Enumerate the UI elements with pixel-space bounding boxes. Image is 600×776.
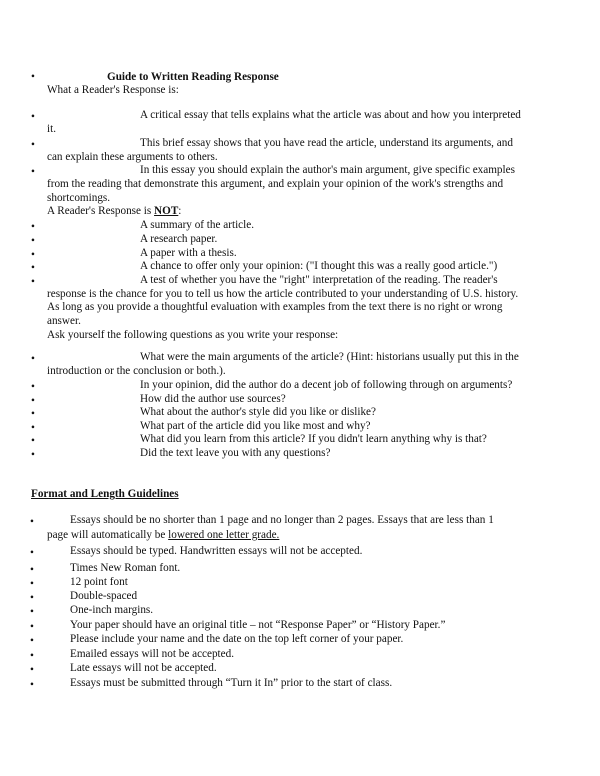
format-item: Times New Roman font. bbox=[70, 562, 181, 574]
bullet-icon: • bbox=[30, 664, 34, 676]
is-item-3-cont: shortcomings. bbox=[47, 192, 111, 204]
bullet-icon: • bbox=[31, 408, 35, 420]
format-item: Your paper should have an original title – not “Response Paper” or “History Paper.” bbox=[70, 619, 446, 631]
format-title: Format and Length Guidelines bbox=[31, 488, 179, 500]
bullet-icon: • bbox=[30, 547, 34, 559]
bullet-icon: • bbox=[31, 435, 35, 447]
not-prefix: A Reader's Response is bbox=[47, 205, 155, 217]
format-item: Please include your name and the date on the top left corner of your paper. bbox=[70, 633, 404, 645]
not-item-1: A summary of the article. bbox=[140, 219, 255, 231]
bullet-icon: • bbox=[30, 606, 34, 618]
bullet-icon: • bbox=[31, 381, 35, 393]
not-item-2: A research paper. bbox=[140, 233, 218, 245]
bullet-icon: • bbox=[30, 578, 34, 590]
not-word: NOT bbox=[154, 205, 179, 217]
question-2: In your opinion, did the author do a decent job of following through on arguments? bbox=[140, 379, 513, 391]
bullet-icon: • bbox=[31, 139, 35, 151]
not-item-5-cont: As long as you provide a thoughtful evaluation with examples from the text there is no right or wrong bbox=[47, 301, 503, 313]
format-item: Late essays will not be accepted. bbox=[70, 662, 217, 674]
intro-line: What a Reader's Response is: bbox=[47, 84, 179, 96]
bullet-icon: • bbox=[31, 235, 35, 247]
bullet-icon: • bbox=[30, 679, 34, 691]
bullet-icon: • bbox=[31, 221, 35, 233]
bullet-icon: • bbox=[31, 262, 35, 274]
bullet-icon: • bbox=[30, 650, 34, 662]
question-4: What about the author's style did you like or dislike? bbox=[140, 406, 376, 418]
grade-penalty: lowered one letter grade. bbox=[168, 529, 280, 541]
bullet-icon: • bbox=[30, 592, 34, 604]
question-1-cont: introduction or the conclusion or both.). bbox=[47, 365, 226, 377]
not-item-5-cont: answer. bbox=[47, 315, 81, 327]
is-item-3: In this essay you should explain the author's main argument, give specific examples bbox=[140, 164, 515, 176]
is-item-1: A critical essay that tells explains what the article was about and how you interpreted bbox=[140, 109, 521, 121]
format-item: Emailed essays will not be accepted. bbox=[70, 648, 235, 660]
is-item-3-cont: from the reading that demonstrate this argument, and explain your opinion of the work's strengths and bbox=[47, 178, 504, 190]
ask-line: Ask yourself the following questions as you write your response: bbox=[47, 329, 339, 341]
guide-title: Guide to Written Reading Response bbox=[107, 71, 279, 83]
question-7: Did the text leave you with any questions? bbox=[140, 447, 331, 459]
bullet-icon: • bbox=[31, 111, 35, 123]
not-item-5-cont: response is the chance for you to tell us how the article contributed to your understanding of U.S. history. bbox=[47, 288, 519, 300]
not-item-5: A test of whether you have the "right" interpretation of the reading. The reader's bbox=[140, 274, 498, 286]
question-1: What were the main arguments of the article? (Hint: historians usually put this in the bbox=[140, 351, 519, 363]
bullet-icon: • bbox=[31, 395, 35, 407]
is-item-2: This brief essay shows that you have read the article, understand its arguments, and bbox=[140, 137, 513, 149]
bullet-icon: • bbox=[31, 276, 35, 288]
bullet-icon: • bbox=[30, 564, 34, 576]
not-item-3: A paper with a thesis. bbox=[140, 247, 237, 259]
bullet-icon: • bbox=[30, 621, 34, 633]
format-item: Essays should be typed. Handwritten essays will not be accepted. bbox=[70, 545, 363, 557]
format-item-1-prefix: page will automatically be bbox=[47, 529, 169, 541]
format-item: Double-spaced bbox=[70, 590, 138, 602]
bullet-icon: • bbox=[31, 71, 35, 83]
question-3: How did the author use sources? bbox=[140, 393, 286, 405]
format-item-1: Essays should be no shorter than 1 page and no longer than 2 pages. Essays that are less than 1 bbox=[70, 514, 494, 526]
is-item-1-cont: it. bbox=[47, 123, 57, 135]
is-item-2-cont: can explain these arguments to others. bbox=[47, 151, 218, 163]
question-6: What did you learn from this article? If you didn't learn anything why is that? bbox=[140, 433, 487, 445]
not-suffix: : bbox=[178, 205, 182, 217]
format-item: One-inch margins. bbox=[70, 604, 154, 616]
not-item-4: A chance to offer only your opinion: ("I thought this was a really good article.") bbox=[140, 260, 498, 272]
bullet-icon: • bbox=[31, 353, 35, 365]
format-item: 12 point font bbox=[70, 576, 128, 588]
format-item: Essays must be submitted through “Turn it In” prior to the start of class. bbox=[70, 677, 393, 689]
bullet-icon: • bbox=[31, 166, 35, 178]
not-heading bbox=[47, 205, 181, 219]
bullet-icon: • bbox=[31, 422, 35, 434]
bullet-icon: • bbox=[30, 635, 34, 647]
format-item-1-cont bbox=[47, 529, 279, 543]
bullet-icon: • bbox=[31, 449, 35, 461]
bullet-icon: • bbox=[31, 249, 35, 261]
question-5: What part of the article did you like most and why? bbox=[140, 420, 371, 432]
bullet-icon: • bbox=[30, 516, 34, 528]
